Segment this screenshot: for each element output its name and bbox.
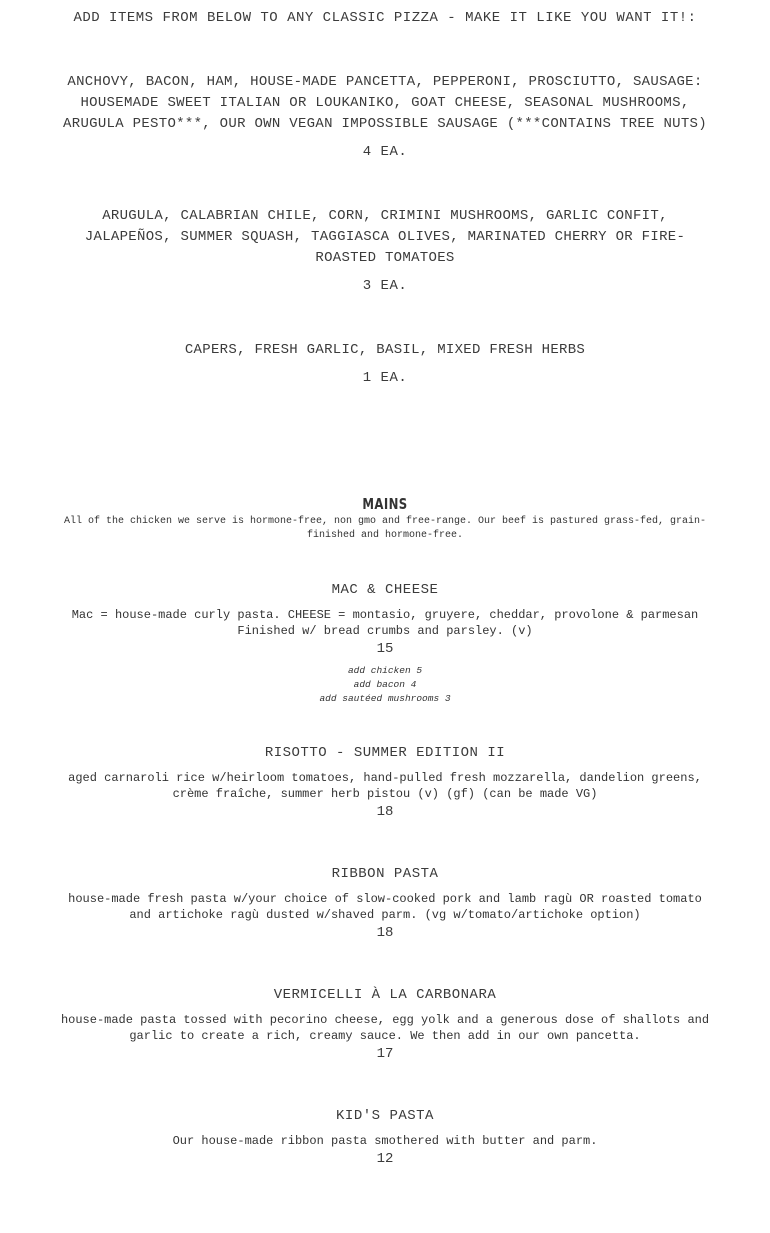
item-price: 17 <box>376 1046 394 1062</box>
item-description: house-made pasta tossed with pecorino cheese, egg yolk and a generous dose of shallots and garlic to create a rich, creamy sauce. We then add in our own pancetta. <box>60 1013 710 1043</box>
addon-option: add bacon 4 <box>353 679 417 690</box>
item-addons <box>60 664 710 706</box>
item-description-line: Finished w/ bread crumbs and parsley. (v) <box>237 624 533 638</box>
topping-price: 3 EA. <box>362 278 408 294</box>
item-price: 18 <box>376 925 394 941</box>
menu-item-risotto <box>60 744 710 821</box>
item-name: RISOTTO - SUMMER EDITION II <box>264 745 506 761</box>
topping-list: ARUGULA, CALABRIAN CHILE, CORN, CRIMINI MUSHROOMS, GARLIC CONFIT, JALAPEÑOS, SUMMER SQUASH, TAGGIASCA OLIVES, MARINATED CHERRY OR FIRE-ROASTED TOMATOES <box>84 208 686 266</box>
menu-item-mac-and-cheese <box>60 581 710 706</box>
item-description: aged carnaroli rice w/heirloom tomatoes, hand-pulled fresh mozzarella, dandelion greens, crème fraîche, summer herb pistou (v) (gf) (can be made VG) <box>68 771 702 801</box>
menu-item-carbonara <box>60 986 710 1063</box>
topping-price: 4 EA. <box>362 144 408 160</box>
item-price: 15 <box>376 641 394 657</box>
item-name: VERMICELLI À LA CARBONARA <box>273 987 497 1003</box>
menu-item-ribbon-pasta <box>60 865 710 942</box>
topping-group <box>60 72 710 163</box>
section-title-mains: MAINS <box>362 495 408 513</box>
topping-group <box>60 340 710 389</box>
addon-option: add chicken 5 <box>347 665 423 676</box>
item-description: house-made fresh pasta w/your choice of slow-cooked pork and lamb ragù OR roasted tomato and artichoke ragù dusted w/shaved parm. (vg w/tomato/artichoke option) <box>68 892 702 922</box>
addon-option: add sautéed mushrooms 3 <box>319 693 451 704</box>
item-name: KID'S PASTA <box>336 1108 434 1124</box>
menu-page <box>60 8 710 1168</box>
item-description: Our house-made ribbon pasta smothered with butter and parm. <box>172 1134 598 1148</box>
item-description <box>60 607 710 639</box>
addons-heading: ADD ITEMS FROM BELOW TO ANY CLASSIC PIZZA - MAKE IT LIKE YOU WANT IT!: <box>73 10 697 26</box>
topping-list: CAPERS, FRESH GARLIC, BASIL, MIXED FRESH HERBS <box>184 342 586 358</box>
section-note: All of the chicken we serve is hormone-free, non gmo and free-range. Our beef is pastured grass-fed, grain-finished and hormone-free. <box>63 516 707 541</box>
topping-group <box>60 206 710 297</box>
item-description-line: Mac = house-made curly pasta. CHEESE = montasio, gruyere, cheddar, provolone & parmesan <box>71 608 699 622</box>
menu-item-kids-pasta <box>60 1107 710 1168</box>
item-name: RIBBON PASTA <box>331 866 439 882</box>
topping-list: ANCHOVY, BACON, HAM, HOUSE-MADE PANCETTA, PEPPERONI, PROSCIUTTO, SAUSAGE: HOUSEMADE SWEET ITALIAN OR LOUKANIKO, GOAT CHEESE, SEASONAL MUSHROOMS, ARUGULA PESTO***, OUR OWN VEGAN IMPOSSIBLE SAUSAGE (***CONTAINS TREE NUTS) <box>63 74 707 132</box>
topping-price: 1 EA. <box>362 370 408 386</box>
item-price: 18 <box>376 804 394 820</box>
item-name: MAC & CHEESE <box>331 582 439 598</box>
item-price: 12 <box>376 1151 394 1167</box>
